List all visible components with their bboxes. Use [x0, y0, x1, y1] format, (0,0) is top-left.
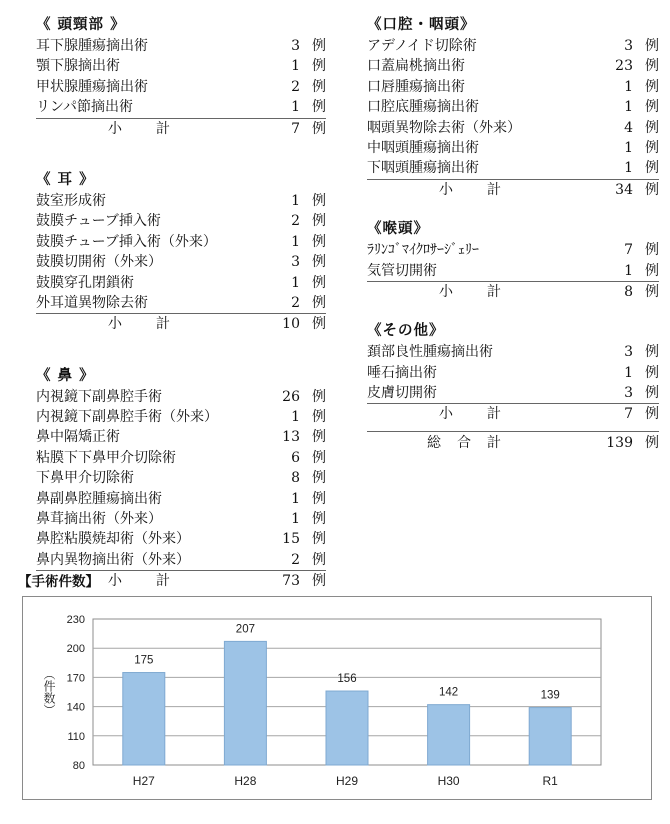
spacer: [36, 335, 326, 365]
count-unit: 例: [312, 38, 326, 54]
table-row: [36, 427, 326, 447]
procedure-name: 鼓室形成術: [36, 192, 106, 209]
data-label: 207: [235, 623, 255, 636]
procedure-count: 7: [624, 242, 633, 259]
spacer: [367, 302, 659, 320]
subtotal-row: [367, 403, 659, 424]
procedure-count: 2: [291, 294, 300, 311]
count-unit: 例: [312, 254, 326, 271]
section: [367, 218, 659, 302]
data-label: 139: [540, 689, 560, 702]
subtotal-label: 小計: [108, 316, 204, 333]
table-row: [36, 293, 326, 313]
chart-heading: 【手術件数】: [18, 574, 99, 590]
subtotal-count: 8: [624, 283, 633, 300]
procedure-name: 鼻腔粘膜焼却術（外来）: [36, 531, 190, 548]
procedure-name: 鼻茸摘出術（外来）: [36, 511, 162, 528]
section: [367, 14, 659, 200]
count-unit: 例: [312, 511, 326, 528]
section-title: 《その他》: [367, 322, 445, 340]
procedure-count: 3: [624, 38, 633, 54]
table-row: [36, 448, 326, 468]
table-row: [36, 273, 326, 293]
procedure-count: 1: [291, 274, 300, 291]
grand-total-count: 139: [606, 434, 633, 451]
x-tick-label: R1: [542, 774, 558, 788]
table-row: [367, 77, 659, 97]
subtotal-label: 小計: [439, 406, 535, 423]
section: [367, 320, 659, 425]
x-tick-label: H28: [234, 774, 257, 788]
subtotal-row: [367, 179, 659, 200]
procedure-name: 甲状腺腫瘍摘出術: [36, 78, 148, 95]
table-row: [36, 387, 326, 407]
procedure-name: 外耳道異物除去術: [36, 294, 148, 311]
procedure-name: ﾗﾘﾝｺﾞﾏｲｸﾛｻｰｼﾞｪﾘｰ: [367, 242, 479, 259]
data-label: 175: [134, 654, 154, 667]
data-label: 156: [337, 673, 357, 686]
procedure-name: 中咽頭腫瘍摘出術: [367, 139, 479, 156]
procedure-name: 鼓膜チューブ挿入術: [36, 213, 161, 230]
table-row: [36, 489, 326, 509]
count-unit: 例: [312, 233, 326, 250]
procedure-count: 2: [291, 551, 300, 568]
procedure-name: リンパ節摘出術: [36, 99, 134, 116]
procedure-count: 1: [624, 262, 633, 279]
count-unit: 例: [312, 274, 326, 291]
count-unit: 例: [645, 160, 659, 177]
bar-H28: [224, 641, 266, 765]
procedure-count: 3: [291, 254, 300, 271]
procedure-name: 下鼻甲介切除術: [36, 470, 134, 487]
subtotal-unit: 例: [645, 181, 659, 198]
table-row: [36, 232, 326, 252]
procedure-count: 1: [291, 58, 300, 75]
procedure-name: 鼓膜切開術（外来）: [36, 254, 162, 271]
x-tick-label: H29: [335, 774, 359, 788]
subtotal-count: 7: [624, 406, 633, 423]
procedure-name: 粘膜下下鼻甲介切除術: [36, 449, 176, 466]
table-row: [36, 529, 326, 549]
count-unit: 例: [312, 213, 326, 230]
procedure-count: 1: [624, 99, 633, 116]
table-row: [367, 261, 659, 281]
procedure-count: 1: [624, 78, 633, 95]
procedure-name: 鼻副鼻腔腫瘍摘出術: [36, 490, 162, 507]
subtotal-label: 小計: [108, 120, 204, 137]
procedure-count: 2: [291, 213, 300, 230]
section-title: 《口腔・咽頭》: [367, 16, 476, 33]
section: [36, 365, 326, 592]
procedure-count: 8: [291, 470, 300, 487]
procedure-count: 23: [615, 58, 633, 75]
procedure-count: 3: [624, 344, 633, 361]
data-label: 142: [439, 686, 459, 699]
bar-chart-svg: [23, 597, 651, 799]
bar-H30: [428, 705, 470, 765]
procedure-name: 唾石摘出術: [367, 364, 437, 381]
count-unit: 例: [312, 409, 326, 426]
procedure-name: 耳下腺腫瘍摘出術: [36, 38, 148, 54]
grand-total-row: [367, 431, 659, 454]
procedure-name: 皮膚切開術: [367, 385, 437, 402]
subtotal-unit: 例: [312, 316, 326, 333]
procedure-count: 13: [282, 429, 300, 446]
subtotal-unit: 例: [645, 283, 659, 300]
subtotal-row: [367, 281, 659, 302]
surgery-count-chart: [22, 596, 652, 800]
count-unit: 例: [645, 139, 659, 156]
procedure-count: 2: [291, 78, 300, 95]
count-unit: 例: [312, 449, 326, 466]
procedure-name: 鼻中隔矯正術: [36, 429, 120, 446]
count-unit: 例: [312, 490, 326, 507]
table-row: [36, 550, 326, 570]
table-row: [367, 97, 659, 117]
table-row: [36, 97, 326, 117]
table-row: [36, 77, 326, 97]
count-unit: 例: [312, 58, 326, 75]
table-row: [36, 252, 326, 272]
count-unit: 例: [645, 38, 659, 54]
section: [36, 14, 326, 139]
procedure-name: 鼓膜穿孔閉鎖術: [36, 274, 134, 291]
procedure-name: 口腔底腫瘍摘出術: [367, 99, 479, 116]
subtotal-count: 7: [291, 120, 300, 137]
procedure-count: 1: [291, 490, 300, 507]
count-unit: 例: [312, 78, 326, 95]
count-unit: 例: [645, 385, 659, 402]
spacer: [367, 200, 659, 218]
table-row: [367, 36, 659, 56]
subtotal-label: 小計: [108, 573, 204, 590]
section-title: 《 頭頸部 》: [36, 16, 126, 33]
count-unit: 例: [645, 364, 659, 381]
procedure-count: 1: [624, 160, 633, 177]
procedure-count: 1: [291, 99, 300, 116]
count-unit: 例: [312, 388, 326, 405]
procedure-count: 1: [291, 192, 300, 209]
procedure-count: 1: [624, 139, 633, 156]
table-row: [367, 342, 659, 362]
procedure-name: 口蓋扁桃摘出術: [367, 58, 465, 75]
table-row: [367, 363, 659, 383]
procedure-count: 1: [291, 409, 300, 426]
count-unit: 例: [645, 344, 659, 361]
procedure-name: 顎下腺摘出術: [36, 58, 120, 75]
procedure-name: アデノイド切除術: [367, 38, 477, 54]
spacer: [36, 139, 326, 169]
right-column: [367, 14, 659, 454]
y-tick-label: 140: [66, 701, 85, 714]
table-row: [36, 191, 326, 211]
subtotal-count: 73: [282, 573, 300, 590]
table-row: [36, 509, 326, 529]
count-unit: 例: [645, 119, 659, 136]
procedure-count: 1: [291, 511, 300, 528]
table-row: [367, 138, 659, 158]
procedure-name: 内視鏡下副鼻腔手術（外来）: [36, 409, 218, 426]
count-unit: 例: [645, 99, 659, 116]
count-unit: 例: [312, 429, 326, 446]
table-row: [36, 407, 326, 427]
count-unit: 例: [645, 78, 659, 95]
procedure-count: 3: [291, 38, 300, 54]
procedure-count: 3: [624, 385, 633, 402]
subtotal-count: 34: [615, 181, 633, 198]
count-unit: 例: [645, 262, 659, 279]
procedure-name: 鼻内異物摘出術（外来）: [36, 551, 190, 568]
table-row: [367, 240, 659, 260]
left-column: [36, 14, 326, 592]
y-tick-label: 170: [66, 672, 85, 685]
subtotal-unit: 例: [312, 120, 326, 137]
procedure-name: 頚部良性腫瘍摘出術: [367, 344, 493, 361]
procedure-name: 内視鏡下副鼻腔手術: [36, 388, 162, 405]
procedure-count: 6: [291, 449, 300, 466]
count-unit: 例: [312, 531, 326, 548]
x-tick-label: H30: [437, 774, 460, 788]
table-row: [36, 36, 326, 56]
y-axis-label: （件数）: [42, 668, 56, 716]
procedure-name: 気管切開術: [367, 262, 437, 279]
procedure-count: 4: [624, 119, 633, 136]
table-row: [367, 383, 659, 403]
table-row: [36, 211, 326, 231]
bar-H27: [123, 673, 165, 765]
count-unit: 例: [312, 294, 326, 311]
procedure-name: 鼓膜チューブ挿入術（外来）: [36, 233, 217, 250]
y-tick-label: 230: [66, 614, 85, 626]
y-tick-label: 110: [67, 730, 85, 743]
x-tick-label: H27: [132, 774, 155, 788]
subtotal-unit: 例: [312, 573, 326, 590]
section: [36, 169, 326, 335]
table-row: [36, 56, 326, 76]
table-row: [367, 56, 659, 76]
count-unit: 例: [312, 551, 326, 568]
procedure-name: 下咽頭腫瘍摘出術: [367, 160, 479, 177]
procedure-count: 26: [282, 388, 300, 405]
y-tick-label: 200: [66, 643, 85, 656]
subtotal-unit: 例: [645, 406, 659, 423]
section-title: 《喉頭》: [367, 220, 429, 238]
subtotal-count: 10: [282, 316, 300, 333]
grand-total-unit: 例: [645, 434, 659, 451]
procedure-count: 1: [624, 364, 633, 381]
table-row: [367, 118, 659, 138]
section-title: 《 耳 》: [36, 170, 95, 188]
table-row: [367, 158, 659, 178]
count-unit: 例: [312, 470, 326, 487]
bar-H29: [326, 691, 368, 765]
y-tick-label: 80: [72, 760, 85, 772]
procedure-count: 1: [291, 233, 300, 250]
count-unit: 例: [645, 242, 659, 259]
subtotal-row: [36, 313, 326, 334]
bar-R1: [529, 708, 571, 765]
subtotal-row: [36, 118, 326, 139]
subtotal-label: 小計: [439, 181, 535, 198]
procedure-name: 口唇腫瘍摘出術: [367, 78, 465, 95]
count-unit: 例: [312, 99, 326, 116]
table-row: [36, 468, 326, 488]
count-unit: 例: [312, 192, 326, 209]
count-unit: 例: [645, 58, 659, 75]
section-title: 《 鼻 》: [36, 366, 95, 384]
procedure-count: 15: [282, 531, 300, 548]
subtotal-label: 小計: [439, 283, 535, 300]
procedure-name: 咽頭異物除去術（外来）: [367, 119, 521, 136]
grand-total-label: 総合計: [427, 434, 517, 451]
